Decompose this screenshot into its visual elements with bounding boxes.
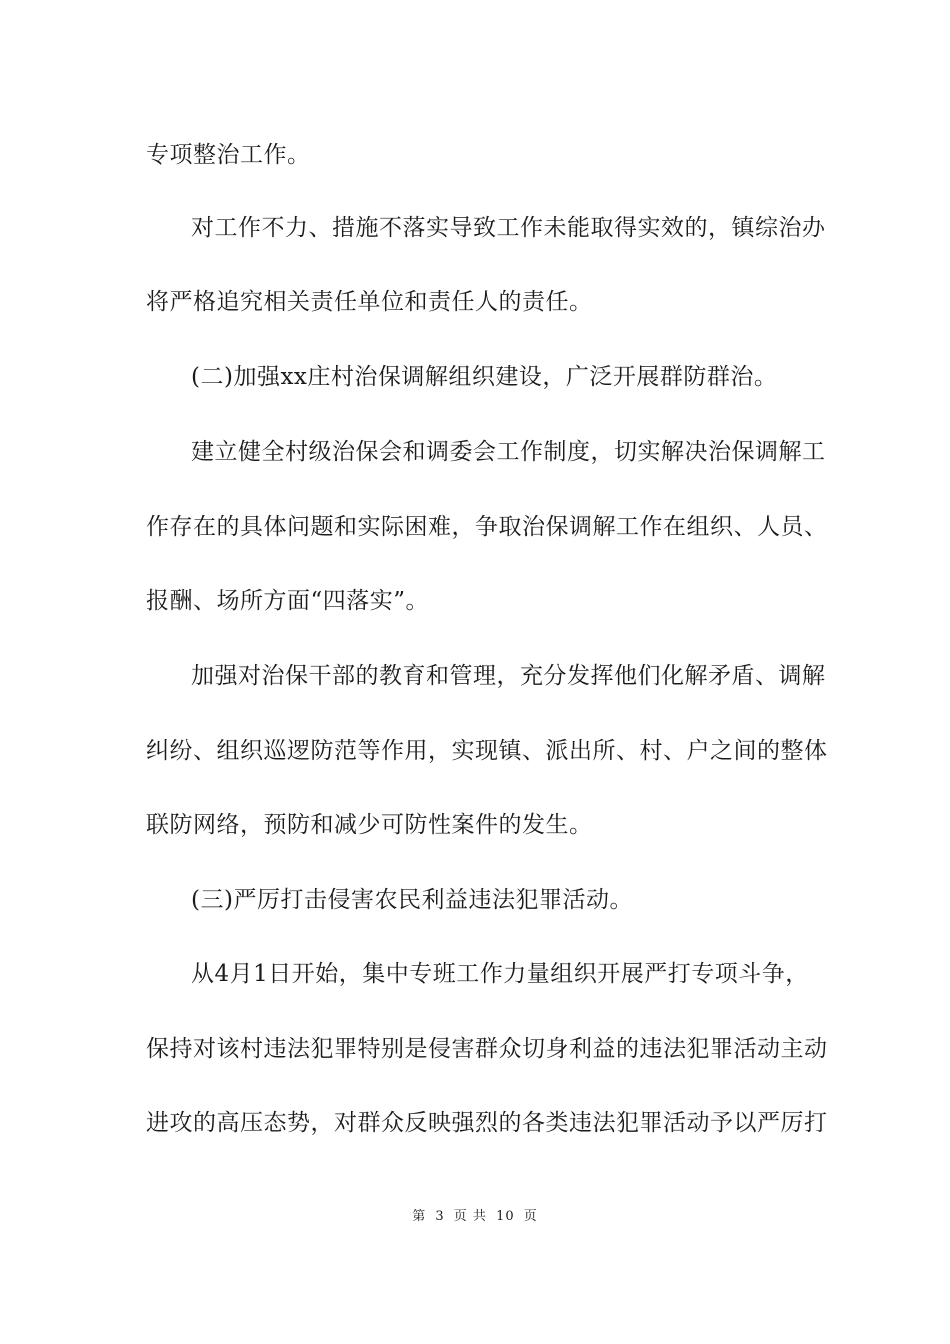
paragraph-line: 从4月1日开始，集中专班工作力量组织开展严打专项斗争， xyxy=(191,961,809,987)
body-line: 报酬、场所方面“四落实”。 xyxy=(146,588,430,614)
section-heading: (三)严厉打击侵害农民利益违法犯罪活动。 xyxy=(191,887,633,913)
total-page-count: 10 xyxy=(496,1209,515,1224)
footer-prefix: 第 xyxy=(412,1209,427,1224)
body-line: 专项整治工作。 xyxy=(146,142,311,168)
body-line: 联防网络，预防和减少可防性案件的发生。 xyxy=(146,812,593,838)
footer-middle: 页 共 xyxy=(453,1209,487,1224)
body-line: 作存在的具体问题和实际困难，争取治保调解工作在组织、人员、 xyxy=(146,514,828,540)
page-footer xyxy=(0,1208,950,1226)
paragraph-line: 加强对治保干部的教育和管理，充分发挥他们化解矛盾、调解 xyxy=(191,663,826,689)
current-page-number: 3 xyxy=(435,1209,445,1224)
body-line: 保持对该村违法犯罪特别是侵害群众切身利益的违法犯罪活动主动 xyxy=(146,1036,828,1062)
body-line: 纠纷、组织巡逻防范等作用，实现镇、派出所、村、户之间的整体 xyxy=(146,738,828,764)
body-line: 进攻的高压态势，对群众反映强烈的各类违法犯罪活动予以严厉打 xyxy=(146,1110,828,1136)
paragraph-line: 建立健全村级治保会和调委会工作制度，切实解决治保调解工 xyxy=(191,439,826,465)
paragraph-line: 对工作不力、措施不落实导致工作未能取得实效的，镇综治办 xyxy=(191,215,826,241)
body-line: 将严格追究相关责任单位和责任人的责任。 xyxy=(146,289,593,315)
footer-suffix: 页 xyxy=(523,1209,538,1224)
section-heading: (二)加强xx庄村治保调解组织建设，广泛开展群防群治。 xyxy=(191,364,778,390)
